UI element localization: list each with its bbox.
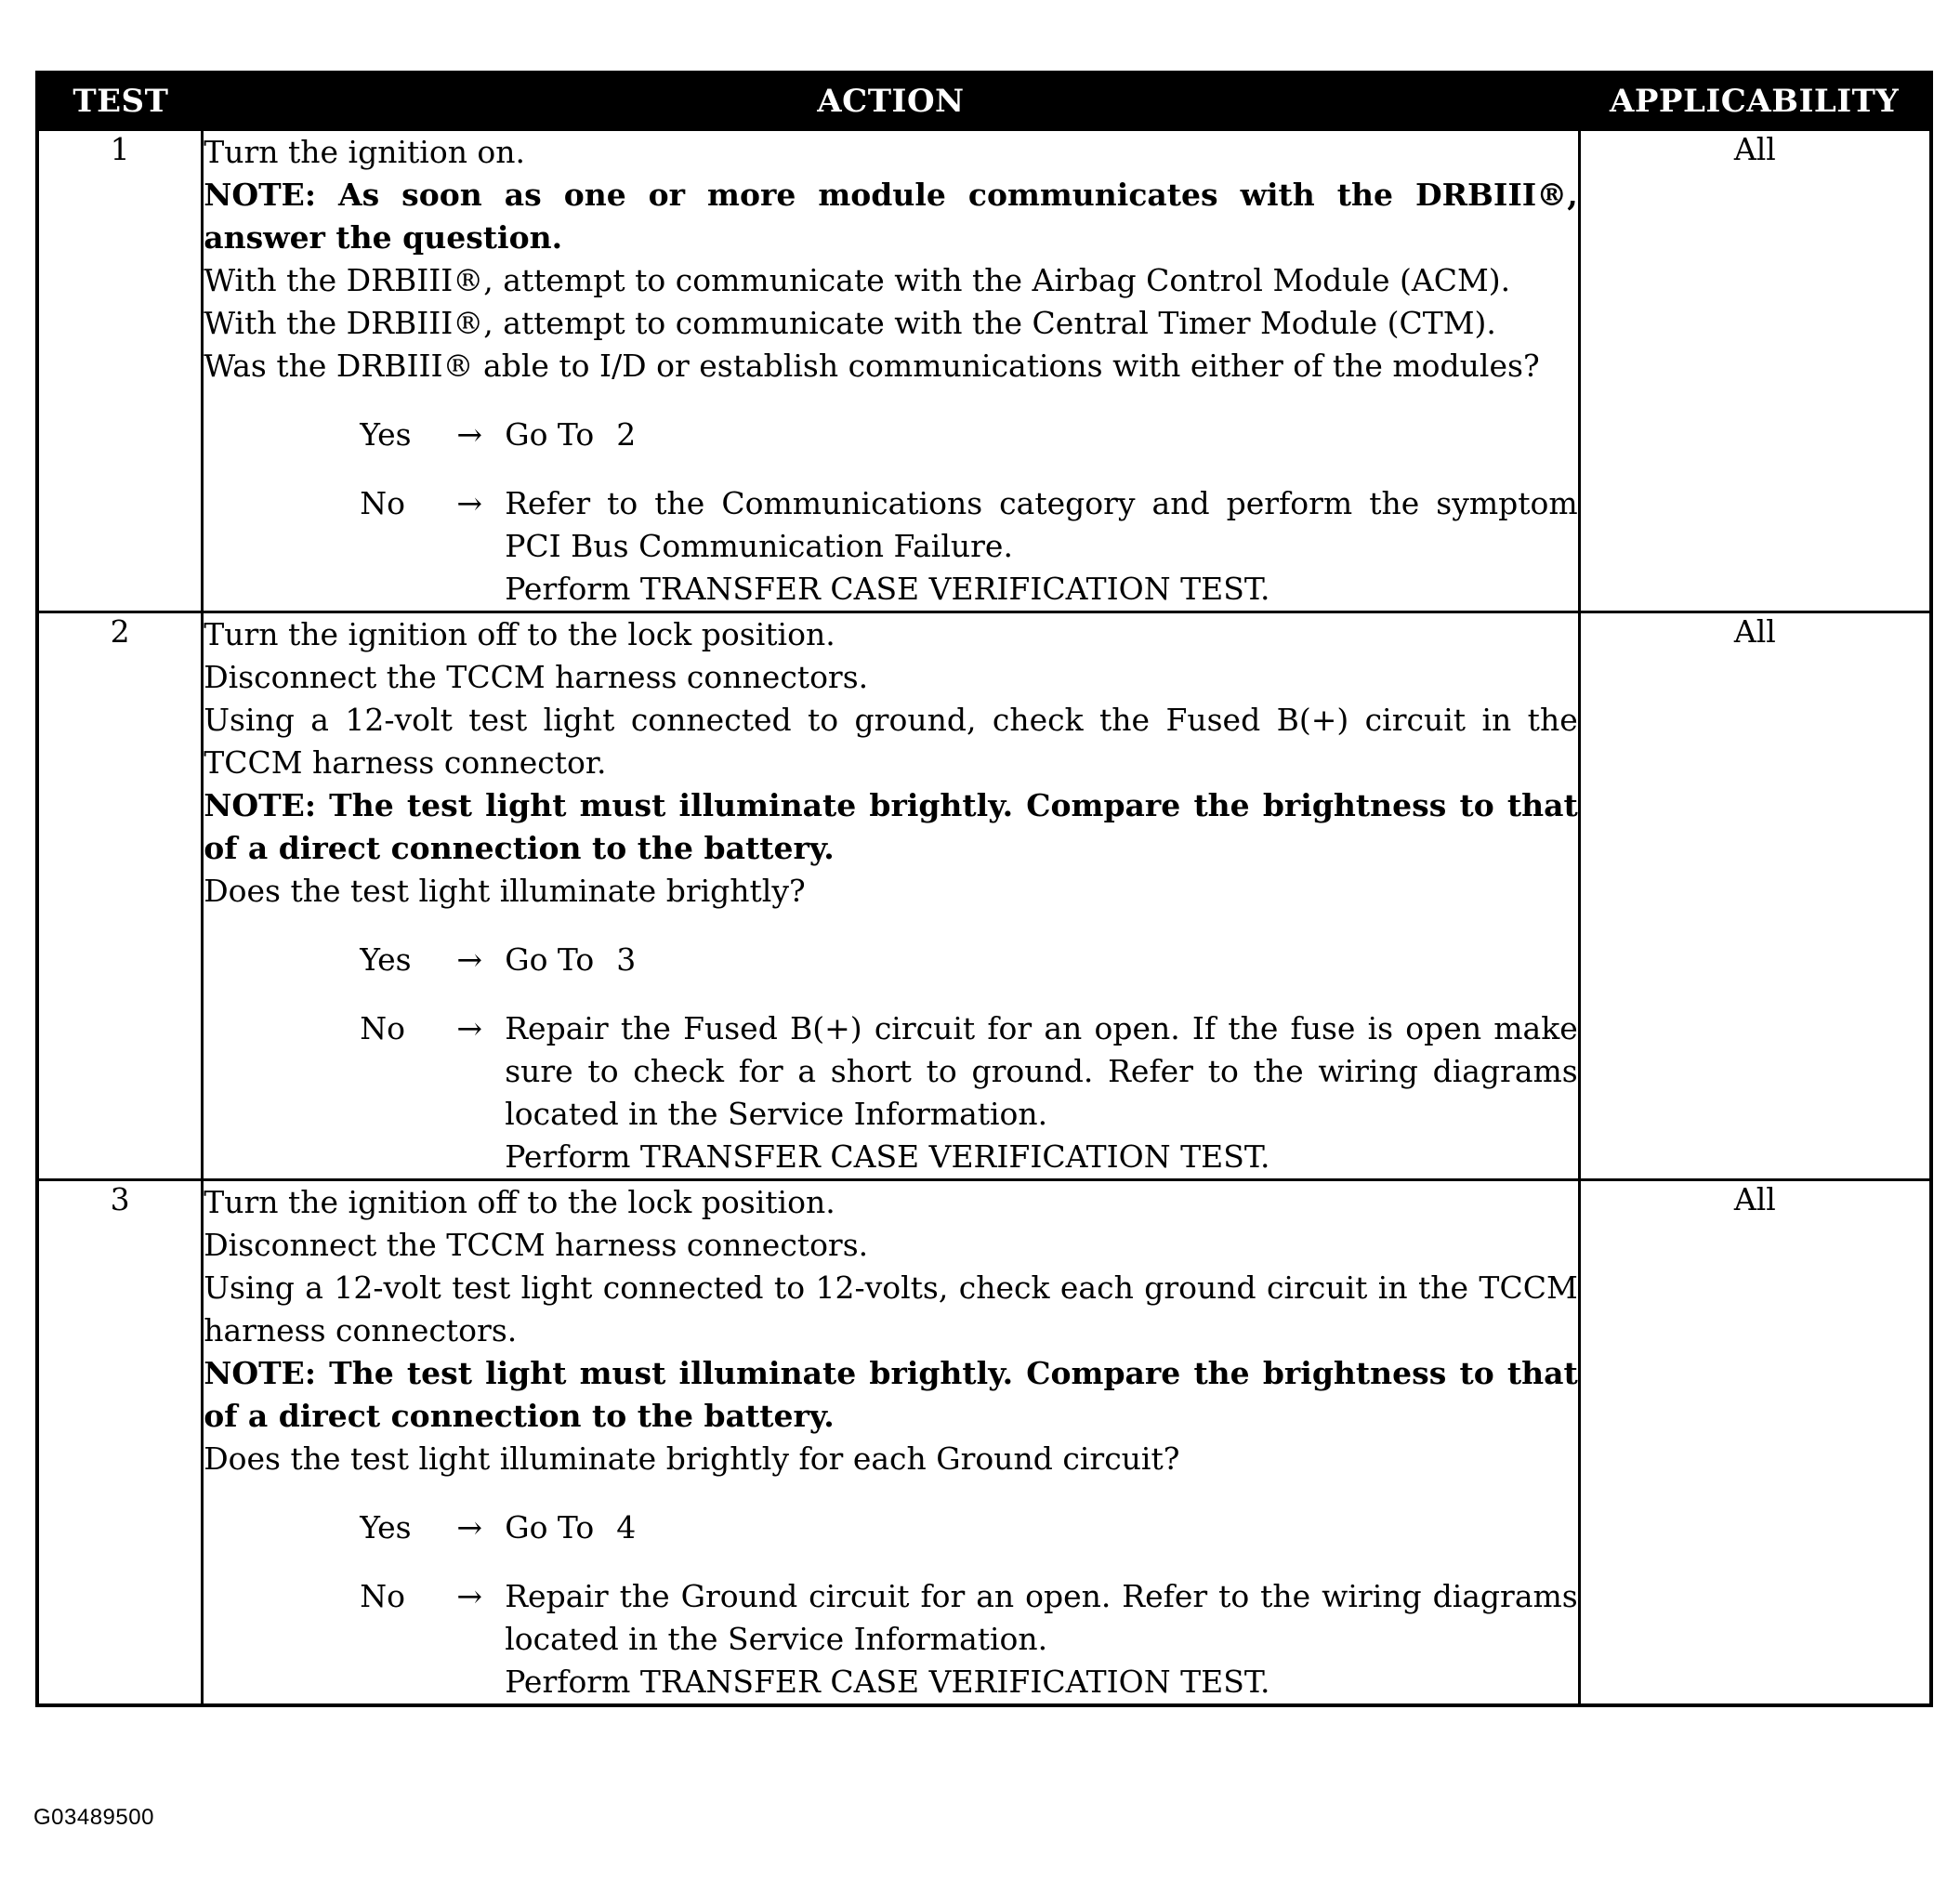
action-step: With the DRBIII®, attempt to communicate with the Central Timer Module (CTM). (204, 305, 1496, 341)
action-question: Was the DRBIII® able to I/D or establish communications with either of the modules? (204, 348, 1540, 384)
no-result-text: Repair the Fused B(+) circuit for an open. If the fuse is open make sure to check for a short to ground. Refer to the wiring diagrams located in the Service Information. (505, 1010, 1578, 1132)
applicability-value: All (1579, 1180, 1931, 1706)
goto-text: Go To (505, 1509, 595, 1545)
header-applicability: APPLICABILITY (1579, 72, 1931, 130)
verification-test-link[interactable]: Perform TRANSFER CASE VERIFICATION TEST. (505, 1664, 1270, 1700)
arrow-icon: → (456, 485, 483, 521)
no-result-text: Repair the Ground circuit for an open. Refer to the wiring diagrams located in the Service Information. (505, 1578, 1578, 1657)
action-note: NOTE: The test light must illuminate brightly. Compare the brightness to that of a direct connection to the battery. (204, 1355, 1578, 1434)
no-result (505, 1575, 1578, 1703)
applicability-value: All (1579, 130, 1931, 612)
yes-label: Yes (360, 1509, 412, 1545)
test-number: 3 (37, 1180, 203, 1706)
action-cell (203, 612, 1580, 1180)
verification-test-link[interactable]: Perform TRANSFER CASE VERIFICATION TEST. (505, 571, 1270, 607)
no-label: No (360, 1578, 405, 1614)
no-label: No (360, 485, 405, 521)
action-step: Using a 12-volt test light connected to 12-volts, check each ground circuit in the TCCM harness connectors. (204, 1269, 1578, 1348)
no-branch (360, 1007, 1578, 1178)
action-question: Does the test light illuminate brightly for each Ground circuit? (204, 1440, 1180, 1477)
arrow-icon: → (456, 1509, 483, 1545)
header-action: ACTION (203, 72, 1580, 130)
action-step: Turn the ignition off to the lock position. (204, 1184, 835, 1220)
action-cell (203, 1180, 1580, 1706)
goto-step-link[interactable]: 2 (616, 416, 637, 453)
figure-code: G03489500 (33, 1805, 154, 1830)
action-step: Disconnect the TCCM harness connectors. (204, 1227, 869, 1263)
action-question: Does the test light illuminate brightly? (204, 873, 806, 909)
goto-text: Go To (505, 941, 595, 978)
arrow-icon: → (456, 941, 483, 978)
no-branch (360, 1575, 1578, 1703)
no-result (505, 482, 1578, 611)
no-label: No (360, 1010, 405, 1046)
action-step: Turn the ignition off to the lock position. (204, 616, 835, 652)
no-result-text: Refer to the Communications category and perform the symptom PCI Bus Communication Failure. (505, 485, 1578, 564)
goto-text: Go To (505, 416, 595, 453)
goto-step-link[interactable]: 4 (616, 1509, 637, 1545)
yes-branch (360, 939, 1578, 981)
yes-label: Yes (360, 941, 412, 978)
action-note: NOTE: As soon as one or more module communicates with the DRBIII®, answer the question. (204, 177, 1578, 256)
diagnostic-test-table (35, 71, 1933, 1707)
table-row (37, 130, 1931, 612)
table-header-row (37, 72, 1931, 130)
arrow-icon: → (456, 416, 483, 453)
action-step: Disconnect the TCCM harness connectors. (204, 659, 869, 695)
table-row (37, 1180, 1931, 1706)
yes-label: Yes (360, 416, 412, 453)
yes-branch (360, 1506, 1578, 1549)
test-number: 1 (37, 130, 203, 612)
action-step: With the DRBIII®, attempt to communicate with the Airbag Control Module (ACM). (204, 262, 1511, 298)
verification-test-link[interactable]: Perform TRANSFER CASE VERIFICATION TEST. (505, 1138, 1270, 1175)
applicability-value: All (1579, 612, 1931, 1180)
table-row (37, 612, 1931, 1180)
yes-branch (360, 414, 1578, 456)
header-test: TEST (37, 72, 203, 130)
action-step: Turn the ignition on. (204, 134, 526, 170)
yes-result (505, 939, 1578, 981)
arrow-icon: → (456, 1578, 483, 1614)
yes-result (505, 414, 1578, 456)
no-result (505, 1007, 1578, 1178)
test-number: 2 (37, 612, 203, 1180)
action-cell (203, 130, 1580, 612)
arrow-icon: → (456, 1010, 483, 1046)
action-note: NOTE: The test light must illuminate brightly. Compare the brightness to that of a direct connection to the battery. (204, 787, 1578, 866)
yes-result (505, 1506, 1578, 1549)
goto-step-link[interactable]: 3 (616, 941, 637, 978)
no-branch (360, 482, 1578, 611)
action-step: Using a 12-volt test light connected to ground, check the Fused B(+) circuit in the TCCM harness connector. (204, 702, 1578, 781)
